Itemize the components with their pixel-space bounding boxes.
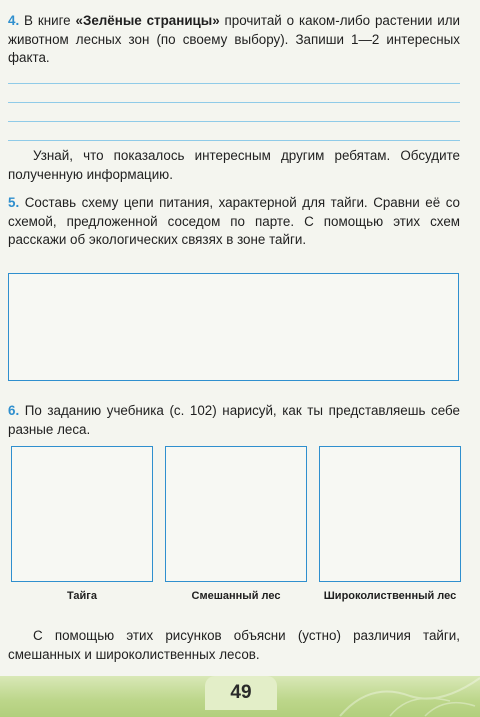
broadleaf-forest-drawing-box[interactable] bbox=[319, 446, 461, 582]
mixed-forest-drawing-box[interactable] bbox=[165, 446, 307, 582]
task-5 bbox=[8, 194, 460, 250]
broadleaf-forest-caption: Широколиственный лес bbox=[323, 590, 457, 602]
leaf-decoration-icon bbox=[330, 676, 480, 717]
task-6 bbox=[8, 402, 460, 439]
task-6-number: 6. bbox=[8, 403, 20, 418]
task-4-followup: Узнай, что показалось интересным другим ребятам. Обсудите полученную информацию. bbox=[8, 148, 460, 182]
writing-line[interactable] bbox=[8, 121, 460, 122]
page-number-tab bbox=[205, 676, 277, 710]
taiga-drawing-box[interactable] bbox=[11, 446, 153, 582]
closing-instruction: С помощью этих рисунков объясни (устно) различия тайги, смешанных и широколиственных лесов. bbox=[8, 628, 460, 662]
writing-line[interactable] bbox=[8, 102, 460, 103]
writing-line[interactable] bbox=[8, 140, 460, 141]
task-4-text-after: прочитай о каком-либо растении или животном лесных зон (по своему выбору). Запиши 1—2 интересных факта. bbox=[8, 13, 460, 66]
writing-line[interactable] bbox=[8, 83, 460, 84]
task-5-number: 5. bbox=[8, 195, 20, 210]
food-chain-drawing-box[interactable] bbox=[8, 273, 459, 381]
taiga-caption: Тайга bbox=[66, 590, 98, 602]
mixed-forest-caption: Смешанный лес bbox=[191, 590, 281, 602]
task-4-number: 4. bbox=[8, 13, 20, 28]
task-4-text-before: В книге bbox=[19, 13, 76, 28]
task-4-book-title: «Зелёные страницы» bbox=[75, 13, 220, 28]
task-5-text: Составь схему цепи питания, характерной для тайги. Сравни её со схемой, предложенной соседом по парте. С помощью этих схем расскажи об экологических связях в зоне тайги. bbox=[8, 195, 460, 248]
page-number: 49 bbox=[230, 682, 252, 703]
task-4 bbox=[8, 12, 460, 68]
task-6-text: По заданию учебника (с. 102) нарисуй, как ты представляешь себе разные леса. bbox=[8, 403, 460, 437]
